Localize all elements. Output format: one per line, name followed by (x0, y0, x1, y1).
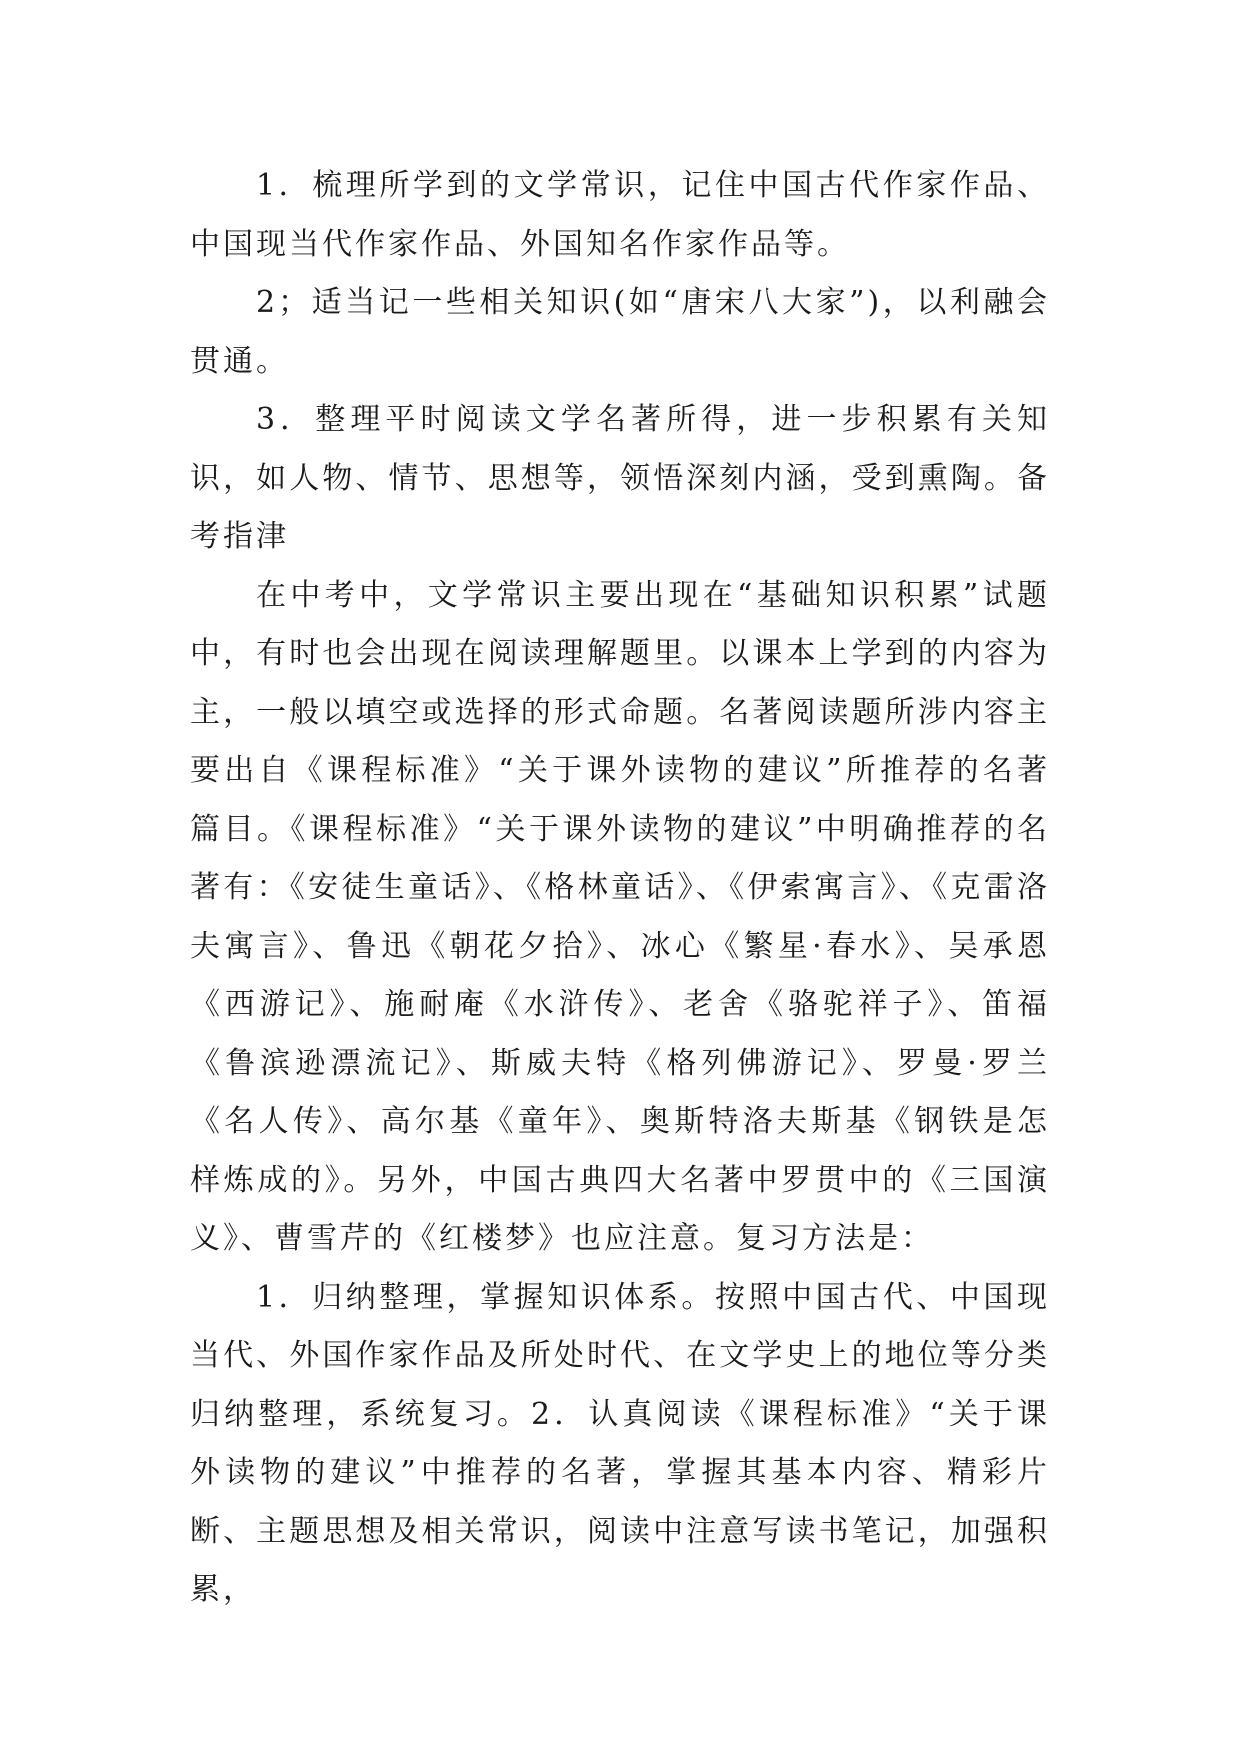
paragraph-reading-classics: 3．整理平时阅读文学名著所得，进一步积累有关知识，如人物、情节、思想等，领悟深刻内涵，受到熏陶。备考指津 (190, 402, 1050, 554)
paragraph-review-methods: 1．归纳整理，掌握知识体系。按照中国古代、中国现当代、外国作家作品及所处时代、在文学史上的地位等分类归纳整理，系统复习。2．认真阅读《课程标准》“关于课外读物的建议”中推荐的名著，掌握其基本内容、精彩片断、主题思想及相关常识，阅读中注意写读书笔记，加强积累， (190, 1279, 1050, 1607)
document-page (190, 157, 1050, 1620)
paragraph-exam-guide: 在中考中，文学常识主要出现在“基础知识积累”试题中，有时也会出现在阅读理解题里。以课本上学到的内容为主，一般以填空或选择的形式命题。名著阅读题所涉内容主要出自《课程标准》“关于课外读物的建议”所推荐的名著篇目。《课程标准》“关于课外读物的建议”中明确推荐的名著有：《安徒生童话》、《格林童话》、《伊索寓言》、《克雷洛夫寓言》、鲁迅《朝花夕拾》、冰心《繁星·春水》、吴承恩《西游记》、施耐庵《水浒传》、老舍《骆驼祥子》、笛福《鲁滨逊漂流记》、斯威夫特《格列佛游记》、罗曼·罗兰《名人传》、高尔基《童年》、奥斯特洛夫斯基《钢铁是怎样炼成的》。另外，中国古典四大名著中罗贯中的《三国演义》、曹雪芹的《红楼梦》也应注意。复习方法是： (190, 577, 1050, 1256)
paragraph-literary-knowledge: 1．梳理所学到的文学常识，记住中国古代作家作品、中国现当代作家作品、外国知名作家作品等。 (190, 168, 1050, 262)
paragraph-related-knowledge: 2；适当记一些相关知识(如“唐宋八大家”)，以利融会贯通。 (190, 285, 1050, 379)
